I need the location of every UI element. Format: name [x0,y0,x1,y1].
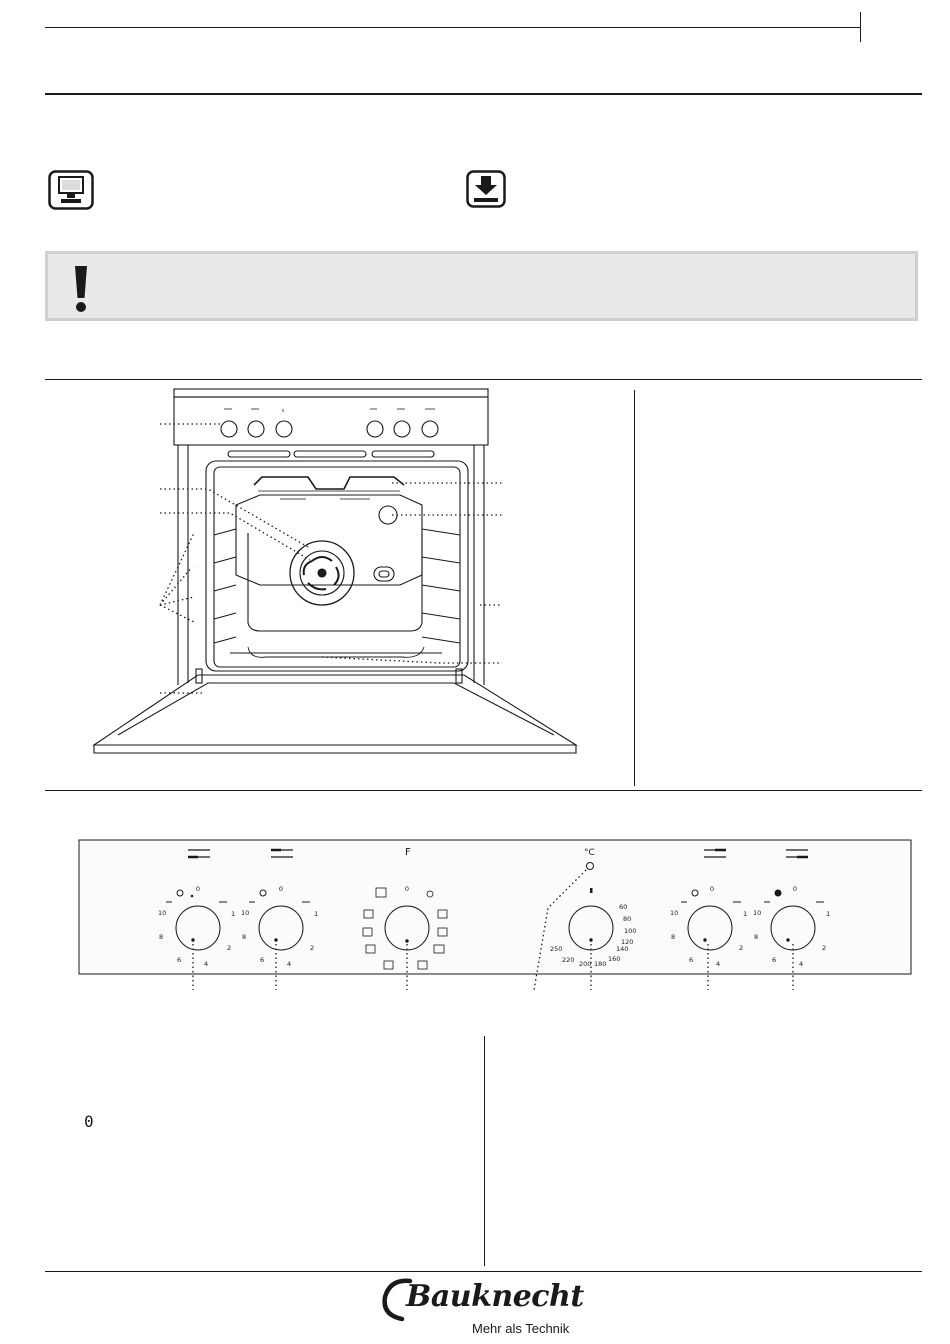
svg-text:8: 8 [242,933,247,941]
svg-text:2: 2 [739,944,744,952]
zero-position-label: 0 [84,1112,94,1131]
svg-text:220: 220 [562,956,575,964]
svg-text:4: 4 [287,960,292,968]
svg-text:140: 140 [616,945,629,953]
svg-text:0: 0 [404,885,410,893]
svg-text:1: 1 [743,910,748,918]
svg-text:4: 4 [204,960,209,968]
section-rule-1 [45,379,922,380]
svg-text:200: 200 [579,960,592,968]
brand-name: Bauknecht [406,1279,584,1314]
oven-diagram [90,385,590,765]
section-rule-2 [45,790,922,791]
svg-text:8: 8 [159,933,164,941]
text-column-divider [484,1036,485,1266]
svg-text:F: F [405,847,411,858]
header-bottom-rule [45,93,922,95]
svg-text:100: 100 [624,927,637,935]
oven-panel-knobs [221,409,438,437]
svg-text:8: 8 [671,933,676,941]
svg-text:4: 4 [799,960,804,968]
svg-text:0: 0 [792,885,798,893]
brand-tagline: Mehr als Technik [472,1321,570,1336]
svg-text:6: 6 [260,956,265,964]
svg-text:120: 120 [621,938,634,946]
svg-text:2: 2 [310,944,315,952]
svg-text:60: 60 [619,903,628,911]
svg-text:2: 2 [822,944,827,952]
svg-text:160: 160 [608,955,621,963]
svg-text:6: 6 [689,956,694,964]
svg-text:10: 10 [753,909,762,917]
svg-text:0: 0 [278,885,284,893]
svg-text:1: 1 [231,910,236,918]
svg-text:10: 10 [670,909,679,917]
svg-text:10: 10 [158,909,167,917]
svg-text:0: 0 [195,885,201,893]
svg-text:1: 1 [826,910,831,918]
svg-text:8: 8 [754,933,759,941]
control-panel-diagram [78,838,914,990]
svg-text:10: 10 [241,909,250,917]
brand-logo [380,1275,600,1341]
svg-text:°C: °C [584,848,595,858]
header-top-rule [45,27,861,28]
svg-text:80: 80 [623,915,632,923]
monitor-icon [48,170,94,210]
svg-text:180: 180 [594,960,607,968]
download-icon [466,170,506,208]
figure-column-divider [634,390,635,786]
svg-text:6: 6 [772,956,777,964]
svg-text:250: 250 [550,945,563,953]
svg-text:0: 0 [709,885,715,893]
header-corner-tick [860,12,861,42]
svg-text:4: 4 [716,960,721,968]
svg-text:1: 1 [314,910,319,918]
footer-rule [45,1271,922,1272]
svg-text:2: 2 [227,944,232,952]
exclamation-icon [70,264,92,314]
warning-box [45,251,918,321]
svg-text:6: 6 [177,956,182,964]
